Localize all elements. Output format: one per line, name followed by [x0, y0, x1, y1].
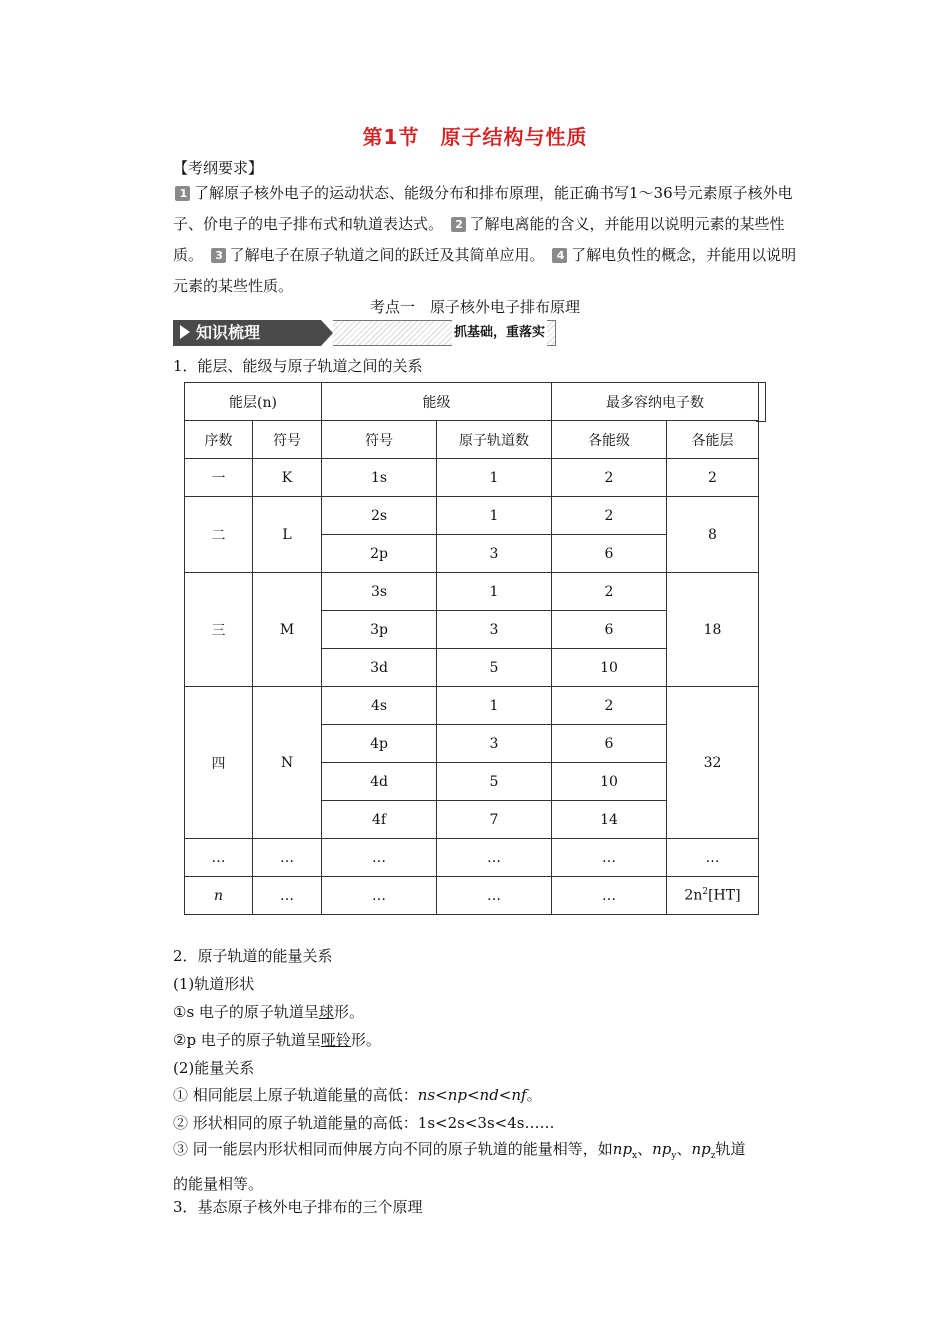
table-cell: 1s — [322, 459, 437, 497]
table-cell: 2 — [552, 459, 667, 497]
table-row — [185, 573, 759, 611]
table-row — [185, 839, 759, 877]
e1-formula: ns<np<nd<nf — [417, 1086, 527, 1104]
n-symbol: n — [213, 887, 224, 904]
table-cell: 32 — [667, 687, 759, 839]
energy-line-2 — [173, 1112, 554, 1133]
orbital-table — [184, 382, 759, 915]
table-cell: 2s — [322, 497, 437, 535]
e1-pre: ① 相同能层上原子轨道能量的高低： — [173, 1086, 418, 1104]
banner-main-label: 知识梳理 — [196, 323, 261, 342]
table-cell: N — [253, 687, 322, 839]
knowledge-banner — [173, 320, 557, 346]
energy-heading: (2)能量关系 — [173, 1059, 255, 1077]
table-cell: 14 — [552, 801, 667, 839]
table-row — [185, 877, 759, 915]
table-cell: 4s — [322, 687, 437, 725]
number-badge-1: 1 — [175, 186, 190, 201]
table-cell: … — [667, 839, 759, 877]
formula-2n: 2n — [684, 887, 703, 904]
table-cell: 一 — [185, 459, 253, 497]
table-cell: 1 — [437, 497, 552, 535]
e3-s1: x — [632, 1151, 638, 1161]
table-cell: 1 — [437, 459, 552, 497]
header-max: 最多容纳电子数 — [552, 383, 759, 421]
requirement-4: 了解电负性的概念，并能用以说明元素的某些性质。 — [173, 246, 797, 295]
table-cell: 二 — [185, 497, 253, 573]
table-cell: 2 — [552, 687, 667, 725]
table-cell: 3 — [437, 611, 552, 649]
page-title: 第1节 原子结构与性质 — [362, 125, 588, 149]
table-cell: 4f — [322, 801, 437, 839]
table-row — [185, 687, 759, 725]
table-cell: … — [552, 839, 667, 877]
p-key: 哑铃 — [320, 1031, 351, 1049]
formula-tail: [HT] — [708, 887, 741, 904]
e1-post: 。 — [526, 1086, 542, 1104]
subheader-per-level: 各能级 — [552, 421, 667, 459]
subheader-orbitals: 原子轨道数 — [437, 421, 552, 459]
requirements-paragraph — [173, 178, 807, 302]
table-cell: 三 — [185, 573, 253, 687]
number-badge-3: 3 — [211, 248, 226, 263]
table-cell: 3d — [322, 649, 437, 687]
table-cell: 18 — [667, 573, 759, 687]
table-cell: 2 — [552, 497, 667, 535]
table-cell: 2p — [322, 535, 437, 573]
e3-sep1: 、 — [637, 1140, 653, 1158]
table-row — [185, 459, 759, 497]
table-cell: 1 — [437, 573, 552, 611]
table-cell: 8 — [667, 497, 759, 573]
table-cell: M — [253, 573, 322, 687]
table-cell: 6 — [552, 725, 667, 763]
table-cell: 4d — [322, 763, 437, 801]
table-cell: 3 — [437, 535, 552, 573]
table-cell: 1 — [437, 687, 552, 725]
table-cell: 5 — [437, 649, 552, 687]
formula-exponent: 2 — [702, 887, 709, 898]
table-cell: 10 — [552, 649, 667, 687]
banner-sub: 抓基础，重落实 — [452, 320, 547, 346]
table-cell: 10 — [552, 763, 667, 801]
table-cell — [185, 877, 253, 915]
e3-s3: z — [710, 1151, 716, 1161]
header-nengceng: 能层(n) — [185, 383, 322, 421]
subheader-seq: 序数 — [185, 421, 253, 459]
subheader-per-layer: 各能层 — [667, 421, 759, 459]
table-cell: 四 — [185, 687, 253, 839]
shape-heading: (1)轨道形状 — [173, 975, 255, 993]
banner-main — [173, 320, 321, 346]
e3-line2: 的能量相等。 — [173, 1175, 264, 1193]
table-cell: 6 — [552, 611, 667, 649]
section2-heading: 2．原子轨道的能量关系 — [173, 947, 333, 965]
table-cell: … — [437, 877, 552, 915]
table-cell: L — [253, 497, 322, 573]
table-cell: … — [552, 877, 667, 915]
s-post: 形。 — [333, 1003, 364, 1021]
e3-post: 轨道 — [715, 1140, 746, 1158]
e3-s2: y — [671, 1151, 677, 1161]
table-cell: 3p — [322, 611, 437, 649]
p-pre: ②p 电子的原子轨道呈 — [173, 1031, 321, 1049]
table-cell: … — [253, 839, 322, 877]
section1-heading: 1．能层、能级与原子轨道之间的关系 — [173, 357, 423, 375]
energy-line-3 — [173, 1135, 807, 1198]
table-row — [185, 497, 759, 535]
table-cell: … — [322, 839, 437, 877]
e3-f3: np — [691, 1140, 711, 1158]
subheader-sym2: 符号 — [322, 421, 437, 459]
table-cell: 7 — [437, 801, 552, 839]
requirement-3: 了解电子在原子轨道之间的跃迁及其简单应用。 — [229, 246, 538, 264]
table-cell — [667, 877, 759, 915]
e2-pre: ② 形状相同的原子轨道能量的高低： — [173, 1114, 418, 1132]
requirement-1: 了解原子核外电子的运动状态、能级分布和排布原理，能正确书写1～36号元素原子核外电子、价电子的电子排布式和轨道表达式。 — [173, 184, 793, 233]
table-cell: … — [437, 839, 552, 877]
section3-heading: 3．基态原子核外电子排布的三个原理 — [173, 1198, 423, 1216]
table-cell: … — [322, 877, 437, 915]
table-cell: 2 — [667, 459, 759, 497]
header-nengji: 能级 — [322, 383, 552, 421]
p-orbital-line — [173, 1029, 381, 1050]
p-post: 形。 — [350, 1031, 381, 1049]
e3-f1: np — [612, 1140, 633, 1158]
table-cell: … — [253, 877, 322, 915]
e3-pre: ③ 同一能层内形状相同而伸展方向不同的原子轨道的能量相等，如 — [173, 1140, 613, 1158]
e2-formula: 1s<2s<3s<4s…… — [417, 1114, 555, 1132]
e3-f2: np — [652, 1140, 672, 1158]
banner-arrow — [321, 320, 333, 346]
requirement-2: 了解电离能的含义，并能用以说明元素的某些性质。 — [173, 215, 785, 264]
kaodian-heading: 考点一 原子核外电子排布原理 — [369, 298, 580, 316]
table-cell: … — [185, 839, 253, 877]
s-key: 球 — [318, 1003, 334, 1021]
table-cell: 3 — [437, 725, 552, 763]
energy-line-1 — [173, 1084, 542, 1105]
table-cell: 3s — [322, 573, 437, 611]
play-icon — [180, 325, 190, 339]
number-badge-2: 2 — [451, 217, 466, 232]
table-cell: 4p — [322, 725, 437, 763]
e3-sep2: 、 — [676, 1140, 692, 1158]
subheader-sym: 符号 — [253, 421, 322, 459]
table-cell: 5 — [437, 763, 552, 801]
s-orbital-line — [173, 1001, 364, 1022]
s-pre: ①s 电子的原子轨道呈 — [173, 1003, 319, 1021]
table-cell: K — [253, 459, 322, 497]
number-badge-4: 4 — [552, 248, 567, 263]
requirements-heading: 【考纲要求】 — [173, 159, 264, 177]
table-cell: 6 — [552, 535, 667, 573]
table-cell: 2 — [552, 573, 667, 611]
